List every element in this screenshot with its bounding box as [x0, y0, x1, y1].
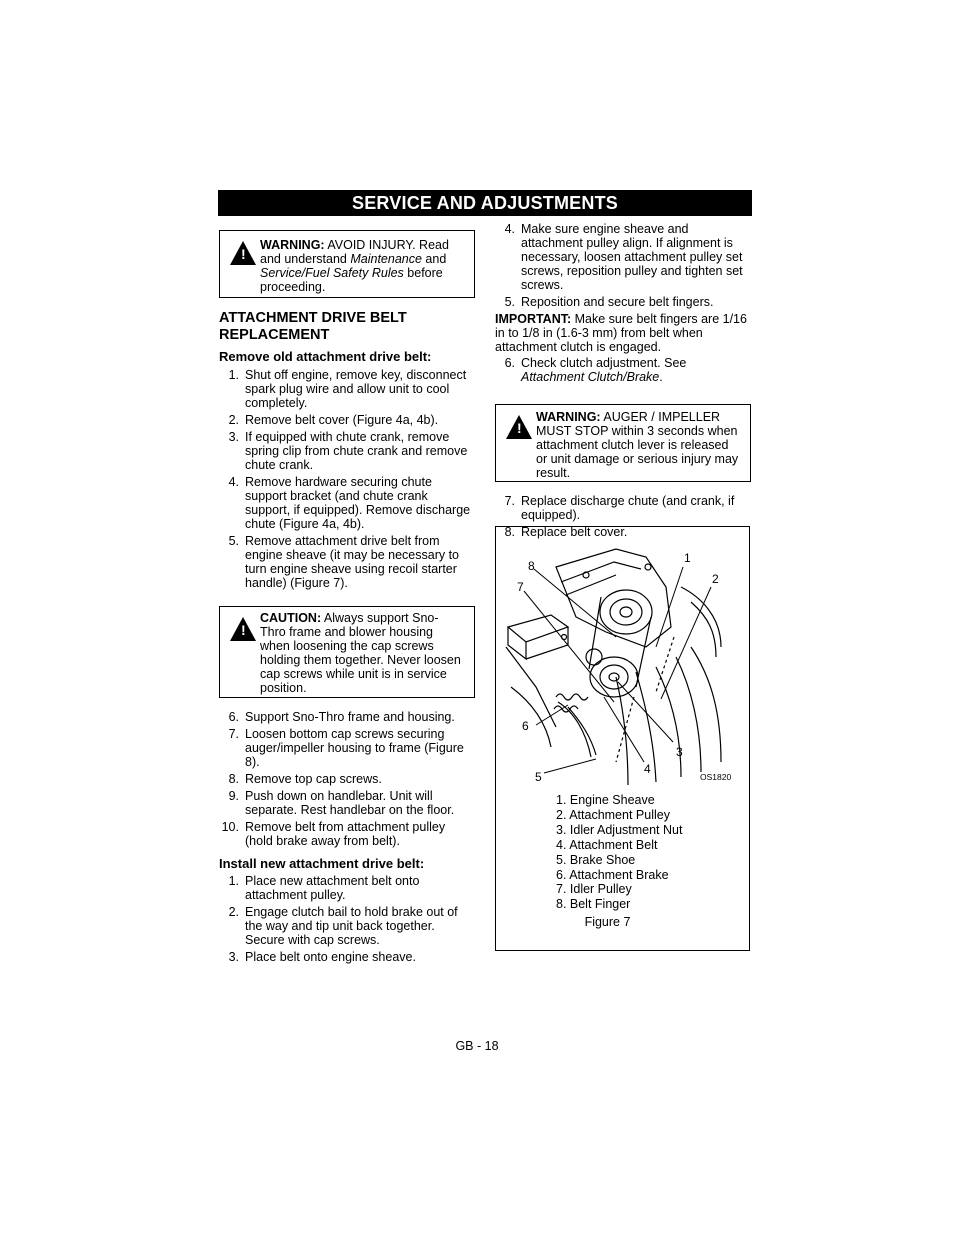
- legend-item: 7. Idler Pulley: [556, 882, 632, 897]
- caution-box: [219, 606, 475, 698]
- callout-1: 1: [684, 551, 691, 565]
- legend-item: 3. Idler Adjustment Nut: [556, 822, 683, 837]
- list-item: 9. Push down on handlebar. Unit will separate. Rest handlebar on the floor.: [228, 789, 455, 817]
- warning-box-auger: [495, 404, 751, 482]
- section-heading: ATTACHMENT DRIVE BELT REPLACEMENT: [219, 310, 407, 343]
- list-item: 2. Remove belt cover (Figure 4a, 4b).: [228, 413, 439, 427]
- right-steps-list: [495, 222, 751, 309]
- list-item: 5. Remove attachment drive belt from engine sheave (it may be necessary to turn engine sheave using recoil starter handle) (Figure 7).: [228, 534, 460, 590]
- list-item: 4. Make sure engine sheave and attachment pulley align. If alignment is necessary, loosen attachment pulley set screws, reposition pulley and tighten set screws.: [504, 222, 743, 292]
- list-item: 6. Support Sno-Thro frame and housing.: [228, 710, 455, 724]
- left-column: [219, 230, 475, 967]
- legend-item: 5. Brake Shoe: [556, 852, 636, 867]
- legend-item: 4. Attachment Belt: [556, 837, 658, 852]
- remove-steps-list-continued: [219, 710, 475, 848]
- list-item: 8. Replace belt cover.: [504, 525, 628, 539]
- warning-text: WARNING: AVOID INJURY. Read and understand Maintenance and Service/Fuel Safety Rules before proceeding.: [260, 238, 449, 294]
- callout-5: 5: [535, 770, 542, 784]
- legend-item: 8. Belt Finger: [556, 897, 631, 912]
- remove-steps-list: [219, 368, 475, 590]
- right-column: [495, 222, 751, 542]
- callout-7: 7: [517, 580, 524, 594]
- figure-code: OS1820: [700, 772, 732, 782]
- callout-3: 3: [676, 745, 683, 759]
- remove-heading: Remove old attachment drive belt:: [219, 349, 432, 364]
- legend-item: 6. Attachment Brake: [556, 867, 669, 882]
- list-item: 2. Engage clutch bail to hold brake out of the way and tip unit back together. Secure with cap screws.: [228, 905, 458, 947]
- list-item: 5. Reposition and secure belt fingers.: [504, 295, 714, 309]
- list-item: 4. Remove hardware securing chute support bracket (and chute crank support, if equipped). Remove discharge chute (Figure 4a, 4b).: [228, 475, 471, 531]
- list-item: 1. Place new attachment belt onto attachment pulley.: [228, 874, 420, 902]
- callout-2: 2: [712, 572, 719, 586]
- install-heading: Install new attachment drive belt:: [219, 856, 425, 871]
- belt-assembly-illustration: [496, 527, 749, 787]
- list-item: 3. Place belt onto engine sheave.: [228, 950, 416, 964]
- legend-item: 1. Engine Sheave: [556, 793, 655, 807]
- page-title: SERVICE AND ADJUSTMENTS: [218, 190, 752, 216]
- list-item: 6. Check clutch adjustment. See Attachment Clutch/Brake.: [504, 356, 687, 384]
- page-number: GB - 18: [455, 1039, 499, 1053]
- callout-6: 6: [522, 719, 529, 733]
- warning-triangle-icon: !: [506, 415, 532, 439]
- list-item: 10. Remove belt from attachment pulley (hold brake away from belt).: [221, 820, 446, 848]
- figure-7-box: [495, 526, 750, 951]
- warning-box-avoid-injury: [219, 230, 475, 298]
- install-steps-list: [219, 874, 475, 964]
- figure-legend: [556, 793, 682, 912]
- list-item: 7. Loosen bottom cap screws securing auger/impeller housing to frame (Figure 8).: [228, 727, 464, 769]
- warning-triangle-icon: !: [230, 241, 256, 265]
- figure-caption: Figure 7: [584, 915, 631, 929]
- legend-item: 2. Attachment Pulley: [556, 807, 670, 822]
- important-note: IMPORTANT: Make sure belt fingers are 1/16 in to 1/8 in (1.6-3 mm) from belt when attachment clutch is engaged.: [495, 312, 747, 354]
- list-item: 7. Replace discharge chute (and crank, if equipped).: [504, 494, 735, 522]
- list-item: 3. If equipped with chute crank, remove spring clip from chute crank and remove chute crank.: [228, 430, 468, 472]
- list-item: 8. Remove top cap screws.: [228, 772, 382, 786]
- caution-text: CAUTION: Always support Sno-Thro frame and blower housing when loosening the cap screws holding them together. Never loosen cap screws while unit is in service position.: [260, 611, 461, 695]
- warning-text: WARNING: AUGER / IMPELLER MUST STOP within 3 seconds when attachment clutch lever is released or unit damage or serious injury may result.: [536, 410, 739, 480]
- step-6-list: [495, 356, 751, 384]
- warning-triangle-icon: !: [230, 617, 256, 641]
- callout-4: 4: [644, 762, 651, 776]
- list-item: 1. Shut off engine, remove key, disconnect spark plug wire and allow unit to cool completely.: [228, 368, 467, 410]
- callout-8: 8: [528, 559, 535, 573]
